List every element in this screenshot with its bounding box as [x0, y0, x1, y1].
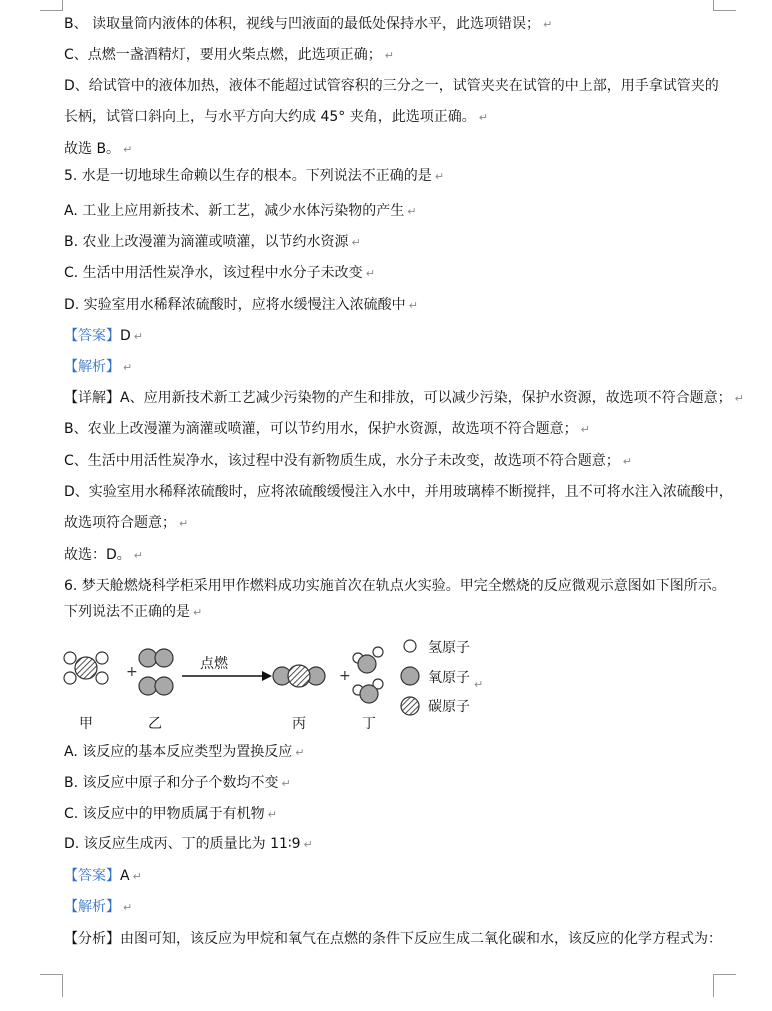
arrow-head [262, 671, 272, 681]
section-bracket-label: 【解析】 [64, 359, 120, 375]
paragraph-mark: ↵ [474, 678, 484, 691]
text-line [64, 232, 361, 253]
text-line [64, 295, 418, 316]
line-text: C、点燃一盏酒精灯，要用火柴点燃，此选项正确； [64, 47, 382, 63]
text-line [64, 14, 552, 35]
line-text: 长柄，试管口斜向上，与水平方向大约成 45° 夹角，此选项正确。 [64, 109, 476, 125]
text-line [64, 357, 132, 378]
paragraph-mark: ↵ [543, 18, 553, 31]
text-line [64, 451, 632, 472]
text-line [64, 602, 202, 623]
line-text: 下列说法不正确的是 [64, 604, 190, 620]
page-corner-mark [713, 974, 736, 997]
oxygen-atom-icon [401, 667, 419, 685]
text-line [64, 166, 444, 187]
reaction-condition: 点燃 [200, 656, 228, 672]
line-text: 【分析】由图可知，该反应为甲烷和氧气在点燃的条件下反应生成二氧化碳和水，该反应的化学方程式为： [64, 931, 722, 947]
text-line [64, 897, 132, 918]
molecule-bing [273, 665, 325, 687]
paragraph-mark: ↵ [365, 267, 375, 280]
line-text: C. 生活中用活性炭净水，该过程中水分子未改变 [64, 265, 363, 281]
label-bing: 丙 [292, 716, 306, 732]
line-text: B、农业上改漫灌为滴灌或喷灌，可以节约用水，保护水资源，故选项不符合题意； [64, 421, 578, 437]
line-text: B、 读取量筒内液体的体积，视线与凹液面的最低处保持水平，此选项错误； [64, 16, 541, 32]
text-line [64, 545, 143, 566]
text-line [64, 576, 726, 596]
paragraph-mark: ↵ [408, 299, 418, 312]
line-text: D. 实验室用水稀释浓硫酸时，应将水缓慢注入浓硫酸中 [64, 297, 406, 313]
line-text: A. 该反应的基本反应类型为置换反应 [64, 744, 293, 760]
paragraph-mark: ↵ [179, 517, 189, 530]
reaction-svg [60, 634, 500, 734]
paragraph-mark: ↵ [123, 901, 133, 914]
text-line [64, 326, 143, 347]
text-line [64, 834, 313, 855]
carbon-atom-icon [401, 697, 419, 715]
molecule-jia [64, 652, 108, 684]
line-text: 5. 水是一切地球生命赖以生存的根本。下列说法不正确的是 [64, 168, 432, 184]
paragraph-mark: ↵ [734, 392, 744, 405]
text-line [64, 388, 744, 409]
text-line [64, 742, 304, 763]
page-corner-mark [40, 974, 63, 997]
paragraph-mark: ↵ [295, 746, 305, 759]
line-text: C、生活中用活性炭净水，该过程中没有新物质生成，水分子未改变，故选项不符合题意； [64, 453, 620, 469]
paragraph-mark: ↵ [303, 838, 313, 851]
line-text: B. 该反应中原子和分子个数均不变 [64, 775, 279, 791]
text-line [64, 513, 188, 534]
text-line [64, 139, 132, 160]
line-text: D、给试管中的液体加热，液体不能超过试管容积的三分之一，试管夹夹在试管的中上部，用手拿试管夹的 [64, 78, 719, 94]
paragraph-mark: ↵ [132, 870, 142, 883]
legend-carbon: 碳原子 [428, 699, 470, 715]
paragraph-mark: ↵ [123, 361, 133, 374]
hydrogen-atom-icon [404, 640, 416, 652]
line-text: D. 该反应生成丙、丁的质量比为 11∶9 [64, 836, 301, 852]
paragraph-mark: ↵ [407, 205, 417, 218]
line-text: A [120, 868, 130, 884]
molecule-yi [139, 649, 173, 695]
text-line [64, 482, 733, 502]
paragraph-mark: ↵ [281, 777, 291, 790]
text-line [64, 929, 722, 949]
molecule-ding [353, 647, 383, 703]
section-bracket-label: 【解析】 [64, 899, 120, 915]
paragraph-mark: ↵ [478, 111, 488, 124]
page-corner-mark [40, 0, 63, 11]
text-line [64, 107, 488, 128]
text-line [64, 773, 291, 794]
text-line [64, 76, 719, 96]
diagram-legend [401, 640, 483, 715]
text-line [64, 804, 277, 825]
text-line [64, 45, 394, 66]
paragraph-mark: ↵ [580, 423, 590, 436]
plus-sign: + [339, 668, 351, 684]
line-text: 故选：D。 [64, 547, 131, 563]
reaction-diagram [60, 634, 500, 734]
label-jia: 甲 [79, 716, 93, 732]
paragraph-mark: ↵ [133, 330, 143, 343]
legend-oxygen: 氧原子 [428, 670, 470, 686]
paragraph-mark: ↵ [384, 49, 394, 62]
line-text: C. 该反应中的甲物质属于有机物 [64, 806, 265, 822]
page-corner-mark [713, 0, 736, 11]
section-bracket-label: 【答案】 [64, 328, 120, 344]
line-text: D [120, 328, 131, 344]
legend-hydrogen: 氢原子 [428, 640, 470, 656]
line-text: 故选项符合题意； [64, 515, 176, 531]
line-text: 6. 梦天舱燃烧科学柜采用甲作燃料成功实施首次在轨点火实验。甲完全燃烧的反应微观示意图如下图所示。 [64, 578, 726, 594]
paragraph-mark: ↵ [351, 236, 361, 249]
line-text: D、实验室用水稀释浓硫酸时，应将浓硫酸缓慢注入水中，并用玻璃棒不断搅拌，且不可将水注入浓硫酸中， [64, 484, 733, 500]
text-line [64, 201, 416, 222]
text-line [64, 263, 375, 284]
line-text: 【详解】A、应用新技术新工艺减少污染物的产生和排放，可以减少污染，保护水资源，故选项不符合题意； [64, 390, 732, 406]
paragraph-mark: ↵ [133, 549, 143, 562]
text-line [64, 419, 590, 440]
section-bracket-label: 【答案】 [64, 868, 120, 884]
text-line [64, 866, 142, 887]
line-text: A. 工业上应用新技术、新工艺，减少水体污染物的产生 [64, 203, 405, 219]
plus-sign: + [126, 664, 138, 680]
paragraph-mark: ↵ [434, 170, 445, 183]
paragraph-mark: ↵ [193, 606, 203, 619]
line-text: 故选 B。 [64, 141, 121, 157]
line-text: B. 农业上改漫灌为滴灌或喷灌，以节约水资源 [64, 234, 349, 250]
paragraph-mark: ↵ [267, 808, 277, 821]
label-yi: 乙 [148, 716, 162, 732]
label-ding: 丁 [362, 716, 376, 732]
paragraph-mark: ↵ [123, 143, 133, 156]
paragraph-mark: ↵ [622, 455, 632, 468]
